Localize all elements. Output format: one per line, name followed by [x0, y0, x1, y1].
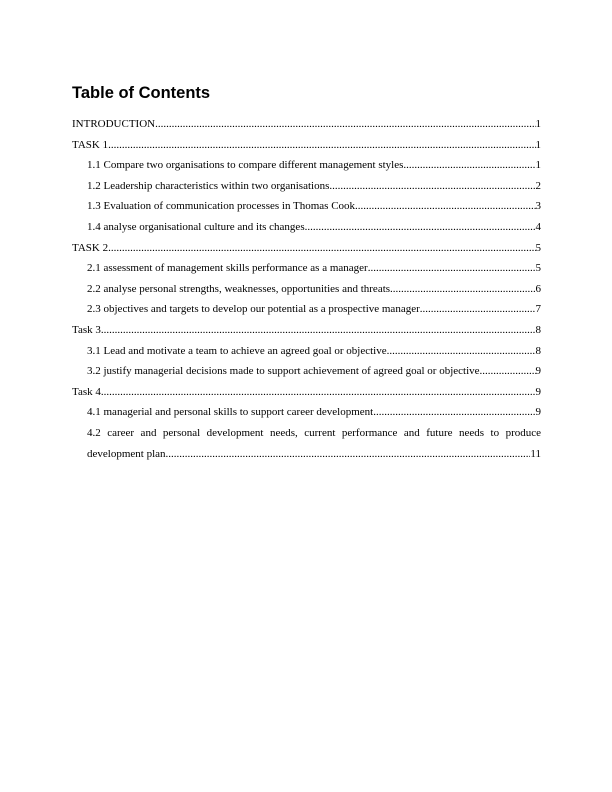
dot-leader: [480, 361, 536, 382]
toc-entry-label: 1.1 Compare two organisations to compare different management styles: [87, 159, 404, 172]
toc-entry-page: 6: [535, 282, 541, 295]
table-of-contents: [72, 114, 541, 464]
dot-leader: [101, 382, 536, 403]
toc-entry-task-4[interactable]: [72, 382, 541, 403]
dot-leader: [390, 279, 535, 300]
toc-entry-continuation: [87, 444, 541, 465]
dot-leader: [368, 258, 536, 279]
toc-entry-label: INTRODUCTION: [72, 118, 156, 130]
toc-entry-page: 9: [535, 406, 541, 419]
toc-entry-page: 8: [535, 344, 541, 357]
toc-entry-label: Task 4: [72, 385, 101, 398]
toc-entry-label: TASK 1: [72, 138, 109, 151]
dot-leader: [420, 299, 536, 320]
toc-entry-label: development plan: [87, 447, 166, 460]
toc-entry-4-2[interactable]: [72, 423, 541, 464]
toc-entry-label: Task 3: [72, 323, 101, 336]
toc-entry-label: 1.3 Evaluation of communication processes in Thomas Cook: [87, 200, 356, 213]
toc-entry-label: 2.2 analyse personal strengths, weaknesses, opportunities and threats: [87, 282, 391, 295]
toc-entry-task-2[interactable]: [72, 238, 541, 259]
toc-entry-label: TASK 2: [72, 241, 109, 254]
toc-entry-2-2[interactable]: [72, 279, 541, 300]
toc-entry-label: 3.1 Lead and motivate a team to achieve an agreed goal or objective: [87, 344, 387, 357]
toc-entry-page: 2: [535, 179, 541, 192]
dot-leader: [155, 114, 535, 135]
toc-entry-page: 7: [535, 303, 541, 316]
toc-entry-task-1[interactable]: [72, 135, 541, 156]
toc-entry-2-1[interactable]: [72, 258, 541, 279]
toc-entry-label: 2.3 objectives and targets to develop our potential as a prospective manager: [87, 303, 420, 316]
toc-entry-label: 3.2 justify managerial decisions made to support achievement of agreed goal or objective: [87, 365, 480, 378]
toc-entry-page: 1: [535, 118, 541, 130]
toc-entry-page: 5: [535, 262, 541, 275]
dot-leader: [166, 444, 531, 465]
toc-title: Table of Contents: [72, 84, 211, 102]
toc-entry-page: 11: [530, 447, 541, 460]
toc-entry-label: 4.1 managerial and personal skills to support career development: [87, 406, 374, 419]
toc-entry-task-3[interactable]: [72, 320, 541, 341]
toc-entry-3-1[interactable]: [72, 341, 541, 362]
toc-entry-page: 4: [535, 220, 541, 233]
toc-entry-2-3[interactable]: [72, 299, 541, 320]
toc-entry-1-2[interactable]: [72, 176, 541, 197]
toc-entry-introduction[interactable]: [72, 114, 541, 135]
toc-entry-label: 4.2 career and personal development needs, current performance and future needs to produce: [87, 426, 541, 439]
toc-entry-page: 3: [535, 200, 541, 213]
toc-entry-1-3[interactable]: [72, 196, 541, 217]
toc-entry-page: 9: [535, 365, 541, 378]
dot-leader: [403, 155, 535, 176]
dot-leader: [355, 196, 535, 217]
toc-entry-label: 2.1 assessment of management skills performance as a manager: [87, 262, 368, 275]
dot-leader: [387, 341, 536, 362]
toc-entry-page: 1: [535, 159, 541, 172]
dot-leader: [108, 238, 535, 259]
dot-leader: [373, 402, 535, 423]
toc-entry-label: 1.2 Leadership characteristics within two organisations: [87, 179, 330, 192]
toc-entry-page: 8: [535, 323, 541, 336]
dot-leader: [101, 320, 536, 341]
toc-entry-label: 1.4 analyse organisational culture and its changes: [87, 220, 305, 233]
toc-entry-page: 1: [535, 138, 541, 151]
toc-entry-4-1[interactable]: [72, 402, 541, 423]
toc-entry-page: 9: [535, 385, 541, 398]
toc-entry-1-1[interactable]: [72, 155, 541, 176]
dot-leader: [329, 176, 535, 197]
toc-entry-page: 5: [535, 241, 541, 254]
toc-entry-1-4[interactable]: [72, 217, 541, 238]
dot-leader: [108, 135, 535, 156]
toc-entry-3-2[interactable]: [72, 361, 541, 382]
dot-leader: [305, 217, 536, 238]
